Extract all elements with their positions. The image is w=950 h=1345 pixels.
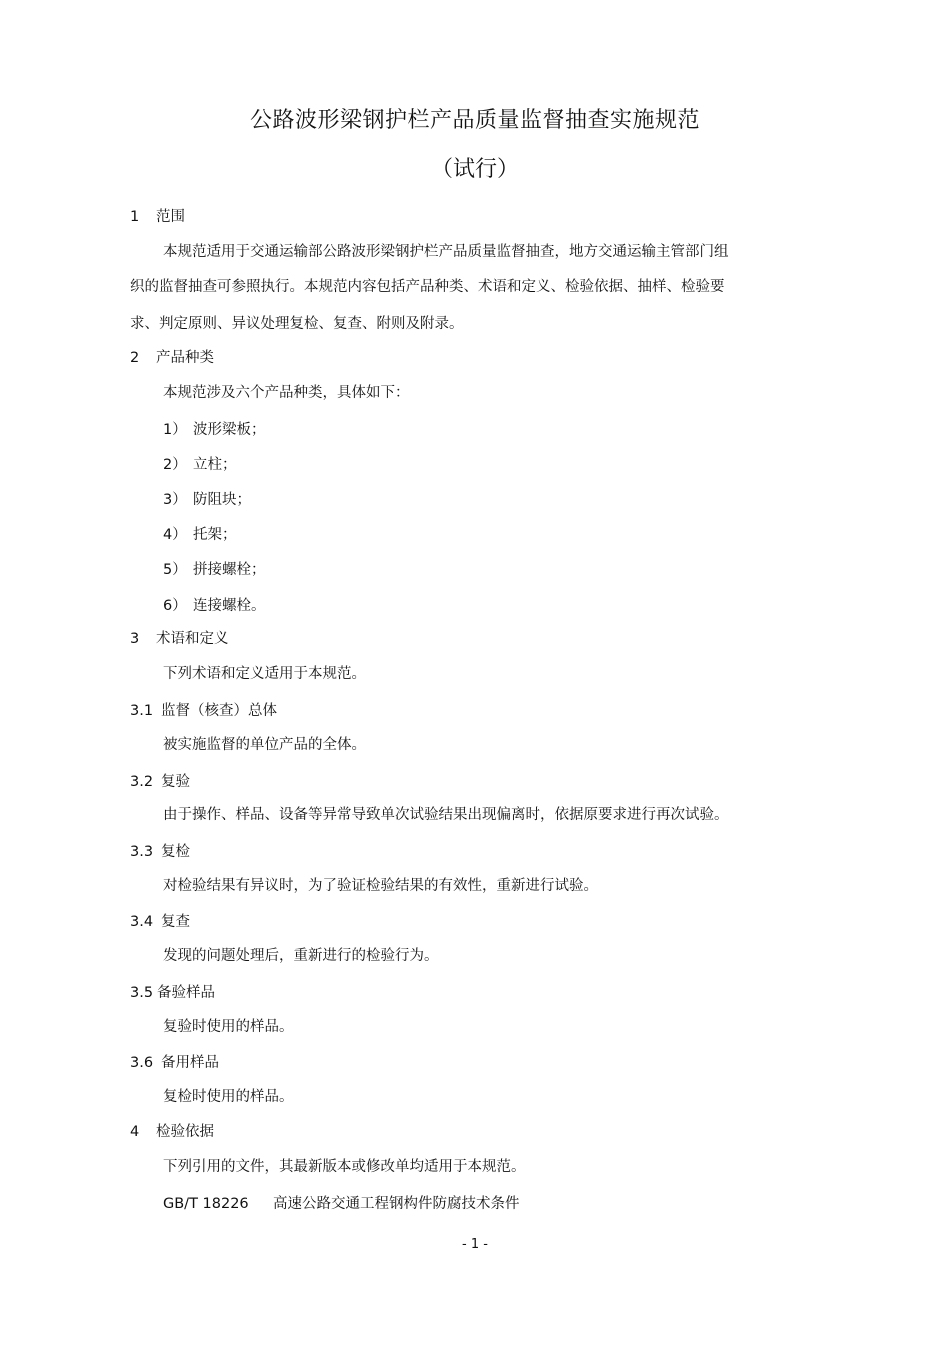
- document-subtitle: （试行）: [430, 157, 519, 182]
- list-item: 4） 托架；: [163, 527, 237, 543]
- section-4-heading: [130, 1120, 214, 1141]
- section-number: 3.3: [130, 844, 154, 860]
- section-title: 术语和定义: [156, 631, 229, 647]
- section-2-heading: [130, 346, 214, 367]
- section-3-1-heading: [130, 699, 277, 720]
- section-number: 1: [130, 209, 140, 225]
- section-3-3-heading: [130, 840, 190, 861]
- section-number: 3.5: [130, 985, 154, 1001]
- section-title: 复查: [161, 914, 190, 930]
- list-item: 6） 连接螺栓。: [163, 598, 266, 614]
- section-4-body: 下列引用的文件，其最新版本或修改单均适用于本规范。: [163, 1159, 526, 1175]
- section-title: 监督（核查）总体: [161, 703, 277, 719]
- section-3-heading: [130, 627, 229, 648]
- section-3-2-body: 由于操作、样品、设备等异常导致单次试验结果出现偏离时，依据原要求进行再次试验。: [163, 807, 729, 823]
- section-1-heading: [130, 205, 185, 226]
- list-item: 3） 防阻块；: [163, 492, 251, 508]
- section-number: 3.1: [130, 703, 154, 719]
- section-title: 复验: [161, 774, 190, 790]
- standard-code: GB/T 18226: [163, 1196, 249, 1212]
- section-title: 备验样品: [157, 985, 215, 1001]
- section-3-4-heading: [130, 910, 190, 931]
- section-number: 2: [130, 350, 140, 366]
- section-number: 3: [130, 631, 140, 647]
- section-title: 产品种类: [156, 350, 214, 366]
- section-3-5-heading: [130, 981, 215, 1002]
- section-1-body-line-3: 求、判定原则、异议处理复检、复查、附则及附录。: [130, 316, 464, 332]
- document-title: 公路波形梁钢护栏产品质量监督抽查实施规范: [249, 108, 700, 133]
- section-2-body: 本规范涉及六个产品种类，具体如下：: [163, 385, 410, 401]
- section-1-body-line-1: 本规范适用于交通运输部公路波形梁钢护栏产品质量监督抽查，地方交通运输主管部门组: [163, 244, 729, 260]
- section-3-2-heading: [130, 770, 190, 791]
- section-1-body-line-2: 织的监督抽查可参照执行。本规范内容包括产品种类、术语和定义、检验依据、抽样、检验要: [130, 279, 725, 295]
- section-title: 范围: [156, 209, 185, 225]
- section-3-4-body: 发现的问题处理后，重新进行的检验行为。: [163, 948, 439, 964]
- list-item: 1） 波形梁板；: [163, 422, 266, 438]
- section-number: 3.6: [130, 1055, 154, 1071]
- section-title: 备用样品: [161, 1055, 219, 1071]
- section-number: 3.2: [130, 774, 154, 790]
- section-3-body: 下列术语和定义适用于本规范。: [163, 666, 366, 682]
- page-number: - 1 -: [462, 1237, 488, 1252]
- section-3-1-body: 被实施监督的单位产品的全体。: [163, 737, 366, 753]
- section-title: 检验依据: [156, 1124, 214, 1140]
- section-3-6-heading: [130, 1051, 219, 1072]
- section-title: 复检: [161, 844, 190, 860]
- section-3-3-body: 对检验结果有异议时，为了验证检验结果的有效性，重新进行试验。: [163, 878, 598, 894]
- section-3-6-body: 复检时使用的样品。: [163, 1089, 294, 1105]
- standard-name: 高速公路交通工程钢构件防腐技术条件: [273, 1196, 520, 1212]
- section-number: 3.4: [130, 914, 154, 930]
- list-item: 2） 立柱；: [163, 457, 237, 473]
- section-number: 4: [130, 1124, 140, 1140]
- section-3-5-body: 复验时使用的样品。: [163, 1019, 294, 1035]
- standard-reference: [163, 1192, 520, 1213]
- list-item: 5） 拼接螺栓；: [163, 562, 266, 578]
